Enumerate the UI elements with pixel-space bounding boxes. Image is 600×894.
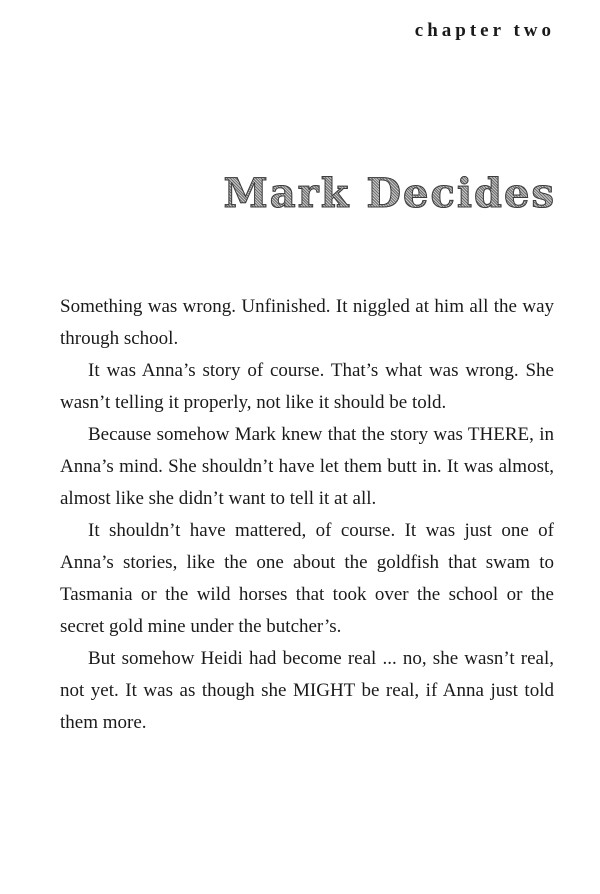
paragraph-2: It was Anna’s story of course. That’s what was wrong. She wasn’t telling it properly, not like it should be told. — [60, 360, 554, 413]
chapter-title: Mark Decides — [223, 170, 556, 217]
paragraph-1: Something was wrong. Unfinished. It niggled at him all the way through school. — [60, 296, 554, 349]
chapter-body — [60, 291, 554, 739]
paragraph-3: Because somehow Mark knew that the story was THERE, in Anna’s mind. She shouldn’t have let them butt in. It was almost, almost like she didn’t want to tell it at all. — [60, 424, 554, 509]
chapter-number: chapter two — [414, 20, 555, 41]
paragraph-5: But somehow Heidi had become real ... no, she wasn’t real, not yet. It was as though she MIGHT be real, if Anna just told them more. — [60, 648, 554, 733]
paragraph-4: It shouldn’t have mattered, of course. It was just one of Anna’s stories, like the one about the goldfish that swam to Tasmania or the wild horses that took over the school or the secret gold mine under the butcher’s. — [60, 520, 554, 637]
